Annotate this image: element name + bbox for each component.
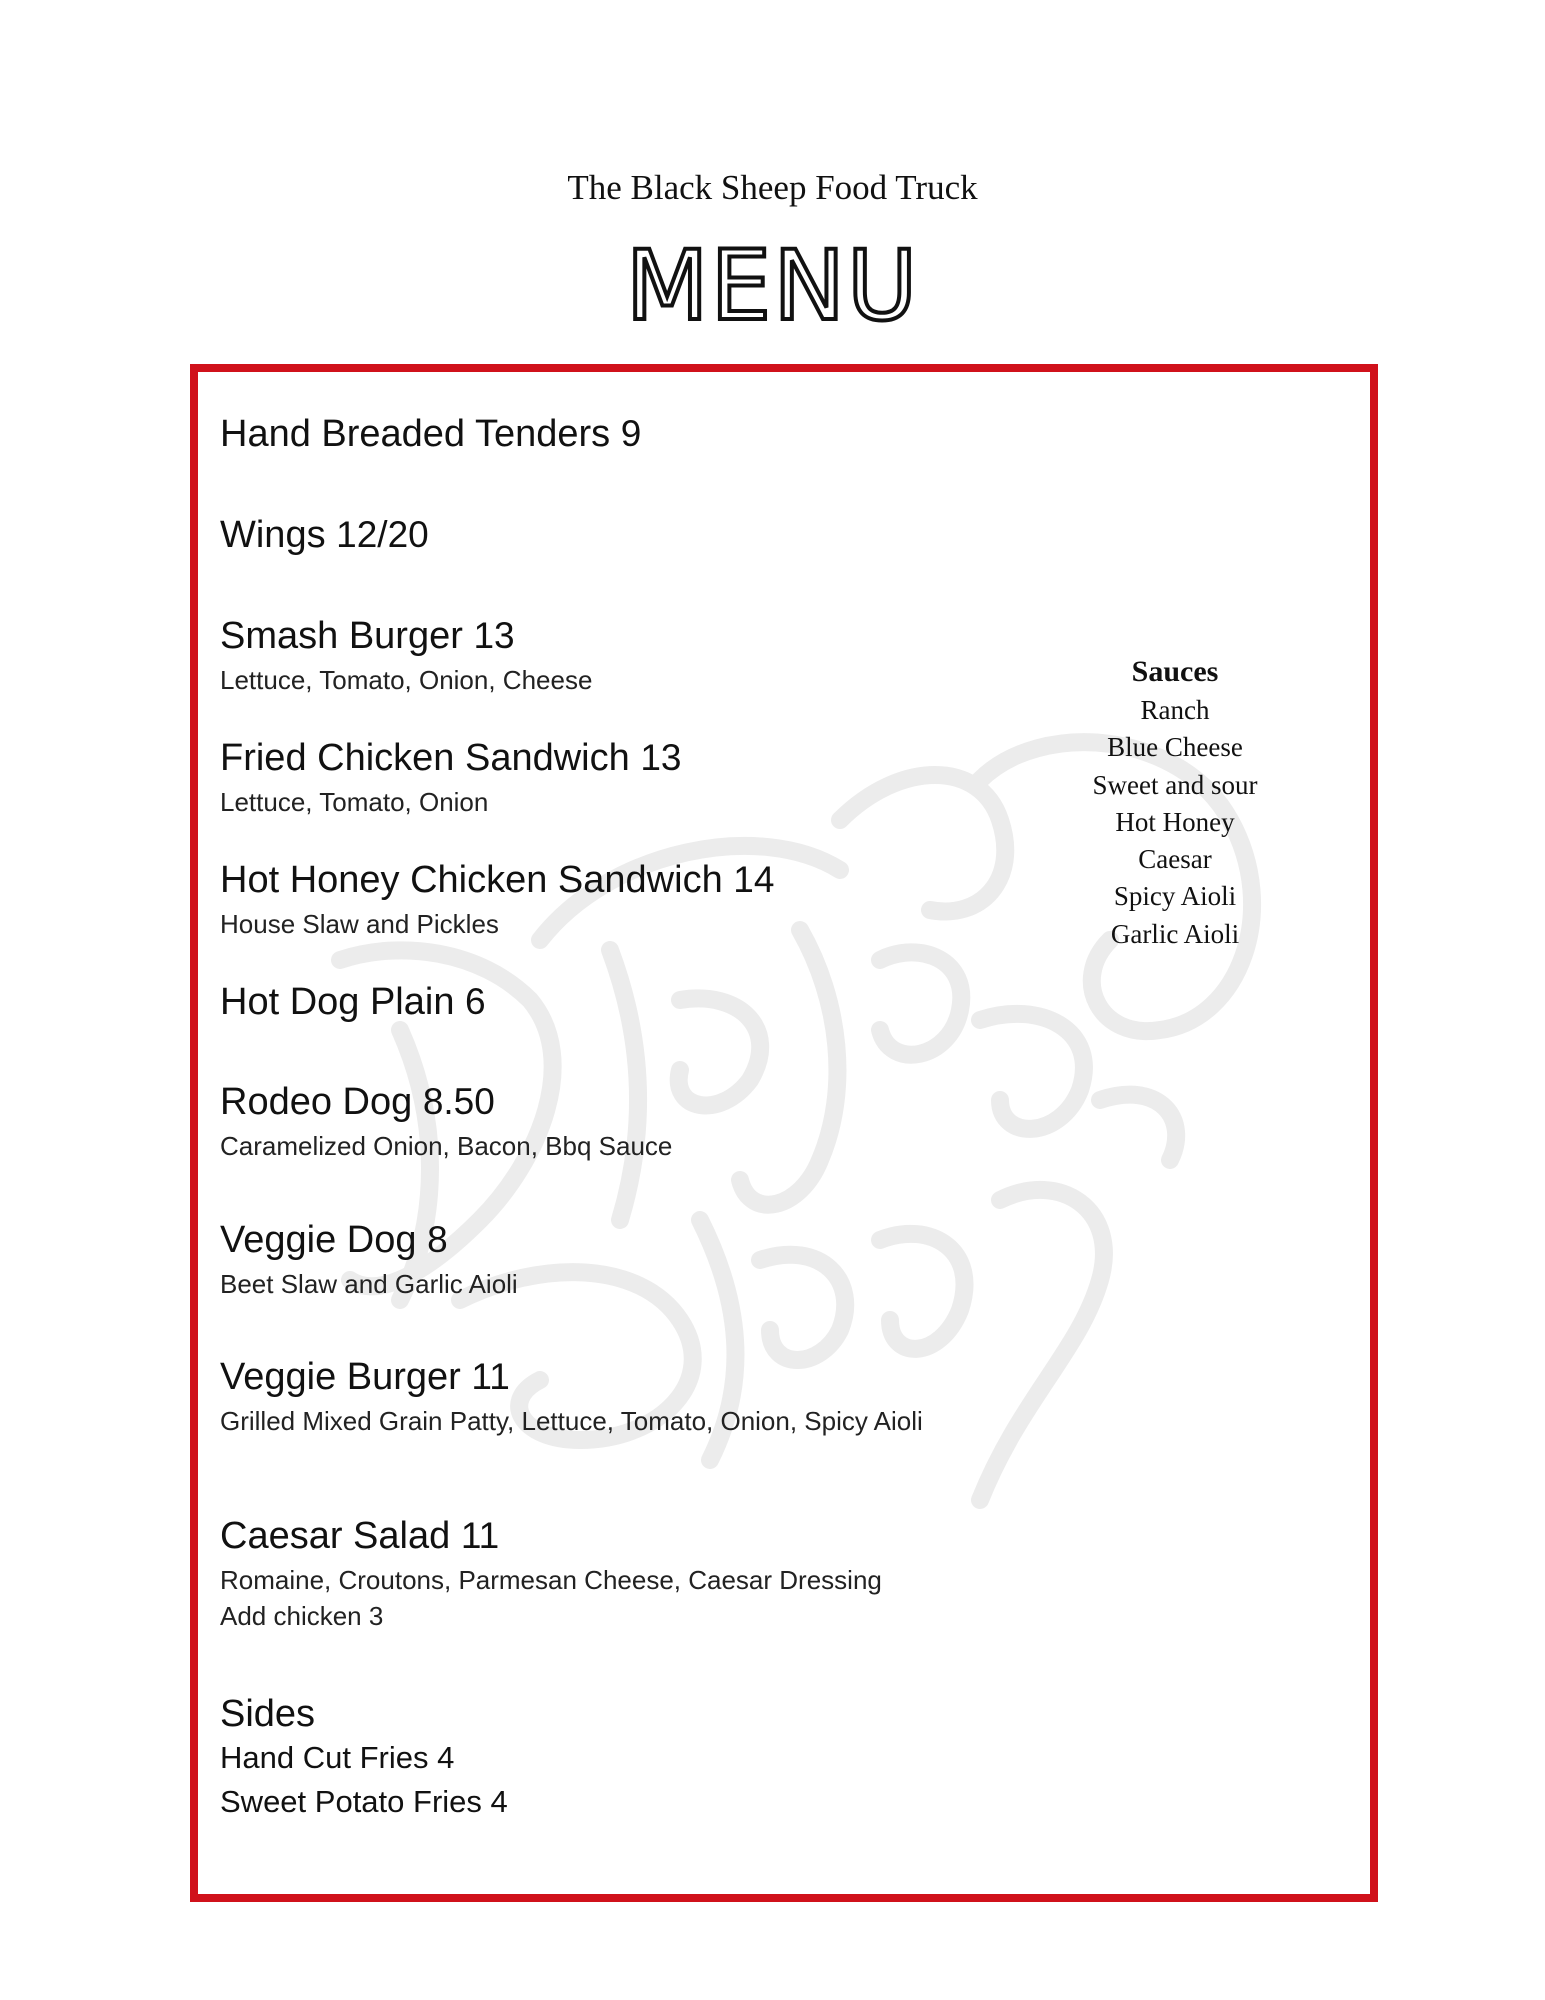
item-title (220, 1514, 980, 1558)
sauce-item: Blue Cheese (1107, 732, 1243, 763)
item-name: Rodeo Dog (220, 1081, 413, 1123)
item-price: 13 (640, 737, 682, 778)
item-price: 14 (733, 859, 775, 900)
menu-item (220, 1218, 980, 1302)
menu-item (220, 980, 486, 1024)
menu-item (220, 858, 980, 942)
item-title (220, 614, 980, 658)
sides-title: Sides (220, 1693, 316, 1735)
menu-item (220, 614, 980, 698)
side-item: Hand Cut Fries 4 (220, 1740, 455, 1775)
item-description: Caramelized Onion, Bacon, Bbq Sauce (220, 1131, 673, 1161)
item-name: Smash Burger (220, 615, 463, 657)
item-name: Fried Chicken Sandwich (220, 737, 630, 779)
item-price: 8 (427, 1219, 448, 1260)
sauce-item: Sweet and sour (1092, 769, 1258, 800)
menu-item (220, 412, 641, 456)
item-name: Hot Dog Plain (220, 981, 455, 1023)
item-title (220, 858, 980, 902)
side-item: Sweet Potato Fries 4 (220, 1784, 508, 1819)
sauce-item: Spicy Aioli (1113, 881, 1237, 912)
sauces-list (1050, 652, 1300, 953)
item-title (220, 1218, 980, 1262)
item-description: Grilled Mixed Grain Patty, Lettuce, Tomato, Onion, Spicy Aioli (220, 1406, 923, 1436)
item-description: Romaine, Croutons, Parmesan Cheese, Caesar Dressing (220, 1565, 882, 1595)
menu-item (220, 736, 980, 820)
item-price: 6 (465, 981, 486, 1022)
menu-item (220, 1080, 980, 1164)
menu-item (220, 1355, 980, 1439)
item-description: Lettuce, Tomato, Onion, Cheese (220, 665, 593, 695)
item-title (220, 736, 980, 780)
item-description: House Slaw and Pickles (220, 909, 499, 939)
sides-section (220, 1692, 508, 1824)
item-title (220, 412, 641, 456)
item-price: 8.50 (422, 1081, 495, 1122)
item-name: Hot Honey Chicken Sandwich (220, 859, 723, 901)
item-extra: Add chicken 3 (220, 1601, 384, 1631)
item-name: Wings (220, 514, 326, 556)
item-title (220, 980, 486, 1024)
item-title (220, 1355, 980, 1399)
item-price: 11 (471, 1356, 510, 1397)
item-name: Hand Breaded Tenders (220, 413, 611, 455)
menu-item (220, 513, 429, 557)
item-description: Beet Slaw and Garlic Aioli (220, 1269, 518, 1299)
truck-name: The Black Sheep Food Truck (567, 168, 978, 207)
menu-title: MENU (625, 230, 920, 342)
item-name: Veggie Dog (220, 1219, 417, 1261)
item-title (220, 513, 429, 557)
sauce-item: Ranch (1140, 695, 1210, 725)
sauces-title: Sauces (1131, 655, 1219, 688)
item-description: Lettuce, Tomato, Onion (220, 787, 489, 817)
item-name: Veggie Burger (220, 1356, 461, 1398)
item-price: 9 (620, 413, 642, 454)
sauce-item: Garlic Aioli (1110, 918, 1240, 949)
item-title (220, 1080, 980, 1124)
sauce-item: Hot Honey (1115, 806, 1235, 837)
item-price: 11 (460, 1515, 500, 1556)
item-name: Caesar Salad (220, 1515, 451, 1557)
item-price: 12/20 (336, 514, 429, 555)
menu-item (220, 1514, 980, 1634)
item-price: 13 (473, 615, 515, 656)
sauce-item: Caesar (1138, 844, 1212, 875)
